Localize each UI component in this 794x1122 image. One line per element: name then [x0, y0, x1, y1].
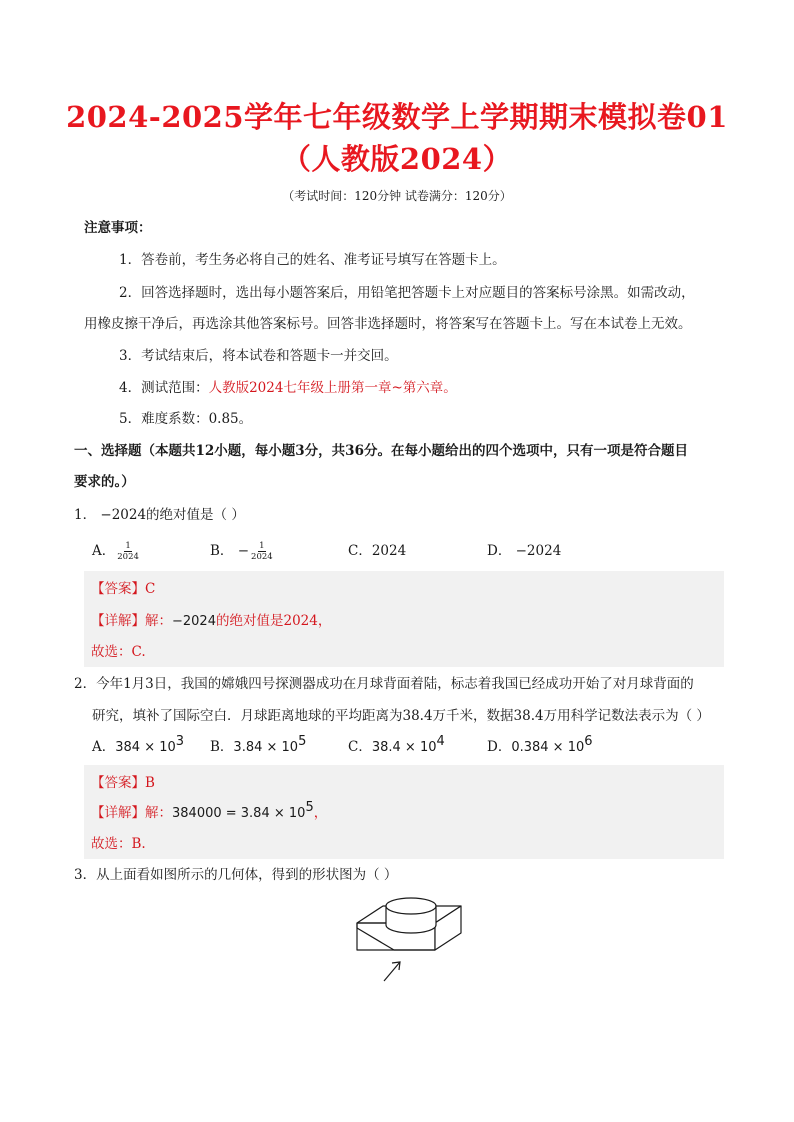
question-1-stem: 1． −2024的绝对值是（ ） [74, 507, 245, 523]
question-3-stem: 3．从上面看如图所示的几何体，得到的形状图为（ ） [74, 867, 398, 883]
q1-detail: 【详解】解：−2024的绝对值是2024， [91, 613, 332, 629]
notes-heading: 注意事项： [84, 220, 152, 236]
section-heading: 一、选择题（本题共12小题，每小题3分，共36分。在每小题给出的四个选项中，只有一项是符合题目 [74, 443, 688, 459]
question-2-stem-1: 2．今年1月3日，我国的嫦娥四号探测器成功在月球背面着陆，标志着我国已经成功开始了对月球背面的 [74, 676, 694, 692]
fraction: $\frac{1}{2024}$ [251, 541, 273, 562]
q2-choose: 故选：B. [91, 836, 146, 852]
q1-option-a: A． $\frac{1}{2024}$ [92, 541, 139, 562]
note-item-1: 1．答卷前，考生务必将自己的姓名、准考证号填写在答题卡上。 [119, 252, 506, 268]
q1-option-c: C．2024 [348, 543, 407, 559]
q2-option-a: A．$384 \times 10^3$ [92, 734, 185, 755]
q1-answer-box [84, 571, 724, 667]
scope-label: 4．测试范围： [119, 380, 209, 396]
note-item-4 [119, 378, 457, 398]
q1-option-b: B． − $\frac{1}{2024}$ [210, 541, 273, 562]
q2-answer: 【答案】B [91, 775, 155, 791]
question-2-stem-2: 研究，填补了国际空白．月球距离地球的平均距离为38.4万千米，数据38.4万用科学记数法表示为（ ） [92, 708, 710, 724]
q2-option-b: B．$3.84 \times 10^5$ [210, 734, 307, 755]
q1-answer: 【答案】C [91, 581, 156, 597]
q2-detail: 【详解】解：$384000 = 3.84 \times 10^5$， [91, 800, 328, 821]
note-item-2: 2．回答选择题时，选出每小题答案后，用铅笔把答题卡上对应题目的答案标号涂黑。如需改动， [119, 285, 695, 301]
scope-value: 人教版2024七年级上册第一章~第六章。 [208, 380, 457, 396]
note-item-5: 5．难度系数：0.85。 [119, 411, 253, 427]
note-item-2-cont: 用橡皮擦干净后，再选涂其他答案标号。回答非选择题时，将答案写在答题卡上。写在本试卷上无效。 [84, 316, 692, 332]
section-heading-cont: 要求的。） [74, 474, 135, 490]
page-subtitle: （人教版2024） [281, 142, 513, 176]
note-item-3: 3．考试结束后，将本试卷和答题卡一并交回。 [119, 348, 398, 364]
fraction: $\frac{1}{2024}$ [117, 541, 139, 562]
q2-option-c: C．$38.4 \times 10^4$ [348, 734, 445, 755]
q1-option-d: D． −2024 [487, 543, 562, 559]
q2-option-d: D．$0.384 \times 10^6$ [487, 734, 593, 755]
page-title: 2024-2025学年七年级数学上学期期末模拟卷01 [66, 100, 728, 134]
exam-meta: （考试时间：120分钟 试卷满分：120分） [282, 189, 512, 203]
solid-figure [346, 893, 476, 988]
q1-choose: 故选：C. [91, 644, 146, 660]
q2-answer-box [84, 765, 724, 859]
